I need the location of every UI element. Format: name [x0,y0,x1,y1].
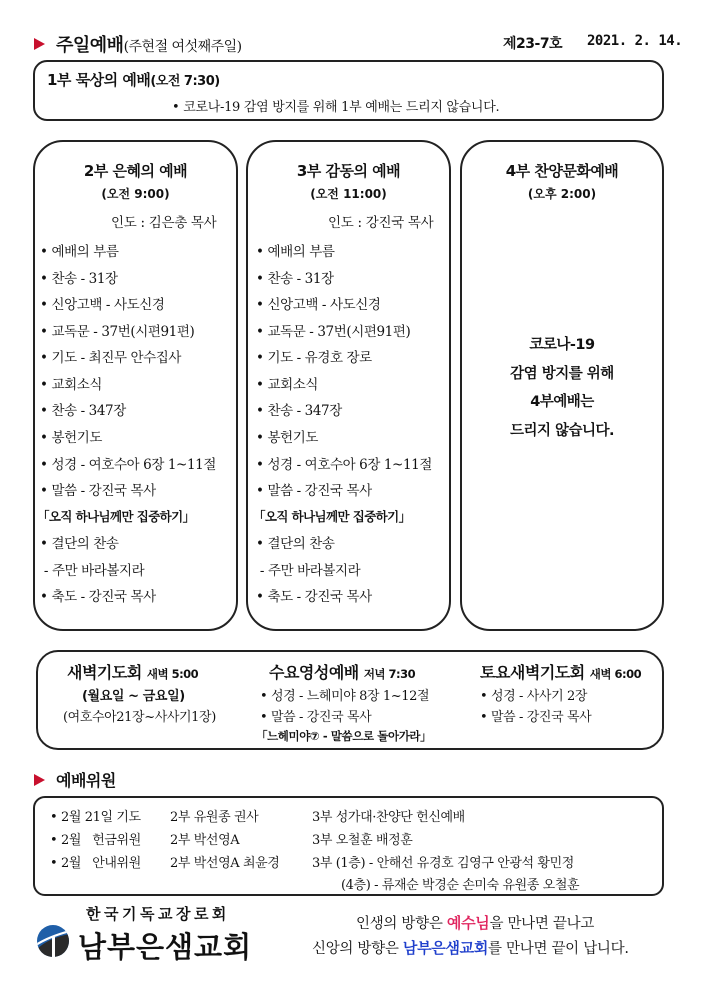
order-item: • 말씀 - 강진국 목사 [40,483,156,499]
service4-message-line: 드리지 않습니다. [509,422,615,439]
saturday-prayer-title: 토요새벽기도회 새벽 6:00 [480,663,642,682]
order-item: • 예배의 부름 [256,244,335,260]
order-item: • 축도 - 강진국 목사 [40,589,156,605]
committee-row-label: • 2월 안내위원 [50,856,141,871]
service3-time: (오전 11:00) [310,187,387,201]
service3-title: 3부 감동의 예배 [296,162,401,180]
wednesday-scripture: • 성경 - 느헤미야 8장 1~12절 [260,689,430,704]
order-item: • 찬송 - 31장 [40,271,118,287]
order-item: • 교회소식 [40,377,103,393]
service4-title: 4부 찬양문화예배 [505,162,619,180]
committee-row-part3: 3부 오철훈 배정훈 [312,833,413,848]
order-item: • 말씀 - 강진국 목사 [256,483,372,499]
committee-row-part2: 2부 박선영A 최윤경 [170,856,280,871]
motto-line-2: 신앙의 방향은 남부은샘교회를 만나면 끝이 납니다. [312,939,629,957]
order-item: • 결단의 찬송 [256,536,335,552]
service2-title: 2부 은혜의 예배 [83,162,188,180]
order-item: • 봉헌기도 [40,430,103,446]
church-logo-icon [36,924,70,958]
page-title: 주일예배(주현절 여섯째주일) [56,35,242,56]
service2-leader: 인도 : 김은총 목사 [111,215,217,231]
order-item: • 성경 - 여호수아 6장 1~11절 [40,457,216,473]
committee-row-label: • 2월 헌금위원 [50,833,141,848]
wednesday-service-time: 저녁 7:30 [363,667,416,681]
bulletin-date: 2021. 2. 14. [587,33,683,49]
service4-message-line: 코로나-19 [529,337,595,353]
dawn-prayer-title: 새벽기도회 새벽 5:00 [67,663,199,682]
order-item: • 교독문 - 37번(시편91편) [40,324,195,340]
order-item: • 교회소식 [256,377,319,393]
church-name: 남부은샘교회 [78,930,253,964]
order-item: • 신앙고백 - 사도신경 [40,297,165,313]
wednesday-service-title: 수요영성예배 저녁 7:30 [269,663,416,682]
order-item: • 봉헌기도 [256,430,319,446]
service2-time: (오전 9:00) [101,187,170,201]
service1-title: 1부 묵상의 예배(오전 7:30) [47,71,220,89]
committee-row-part3: 3부 (1층) - 안해선 유경호 김영구 안광석 황민정 [312,856,574,871]
motto-line-1: 인생의 방향은 예수님을 만나면 끝나고 [356,914,595,932]
order-item: • 신앙고백 - 사도신경 [256,297,381,313]
committee-title: 예배위원 [56,771,116,790]
service4-message [460,331,664,445]
dawn-prayer-time: 새벽 5:00 [146,667,199,681]
saturday-sermon: • 말씀 - 강진국 목사 [480,710,592,725]
service1-time: (오전 7:30) [150,74,220,89]
committee-row-label: • 2월 21일 기도 [50,810,141,825]
dawn-prayer-range: (여호수아21장~사사기1장) [63,710,216,725]
service4-message-line: 4부예배는 [530,394,594,410]
page-subtitle: (주현절 여섯째주일) [123,39,242,55]
sermon-title: 「오직 하나님께만 집중하기」 [253,509,411,524]
motto-highlight-church: 남부은샘교회 [402,939,489,957]
motto-highlight-jesus: 예수님 [446,914,490,932]
order-item: • 기도 - 유경호 장로 [256,350,372,366]
service1-note: • 코로나-19 감염 방지를 위해 1부 예배는 드리지 않습니다. [172,100,500,115]
dawn-prayer-days: (월요일 ~ 금요일) [82,689,185,704]
order-item: • 축도 - 강진국 목사 [256,589,372,605]
service4-time: (오후 2:00) [527,187,597,201]
order-item: • 예배의 부름 [40,244,119,260]
order-item: • 성경 - 여호수아 6장 1~11절 [256,457,432,473]
order-item: - 주만 바라볼지라 [40,563,145,579]
order-item: • 찬송 - 31장 [256,271,334,287]
committee-row-part3: (4층) - 류재순 박경순 손미숙 유원종 오철훈 [341,878,580,893]
committee-arrow-icon [34,774,45,786]
order-item: • 교독문 - 37번(시편91편) [256,324,411,340]
issue-number: 제23-7호 [503,36,563,52]
order-item: • 찬송 - 347장 [256,403,342,419]
denomination-name: 한국기독교장로회 [86,905,230,923]
service4-message-line: 감염 방지를 위해 [510,365,614,382]
order-item: • 찬송 - 347장 [40,403,126,419]
wednesday-sermon: • 말씀 - 강진국 목사 [260,710,372,725]
order-item: • 결단의 찬송 [40,536,119,552]
header-arrow-icon [34,38,45,50]
wednesday-sermon-title: 「느헤미야⑦ - 말씀으로 돌아가라」 [256,729,432,743]
committee-row-part3: 3부 성가대·찬양단 헌신예배 [312,810,465,825]
committee-row-part2: 2부 유원종 권사 [170,810,259,825]
order-item: - 주만 바라볼지라 [256,563,361,579]
service3-leader: 인도 : 강진국 목사 [328,215,434,231]
sermon-title: 「오직 하나님께만 집중하기」 [37,509,195,524]
committee-row-part2: 2부 박선영A [170,833,240,848]
order-item: • 기도 - 최진무 안수집사 [40,350,182,366]
saturday-scripture: • 성경 - 사사기 2장 [480,689,588,704]
saturday-prayer-time: 새벽 6:00 [589,667,642,681]
